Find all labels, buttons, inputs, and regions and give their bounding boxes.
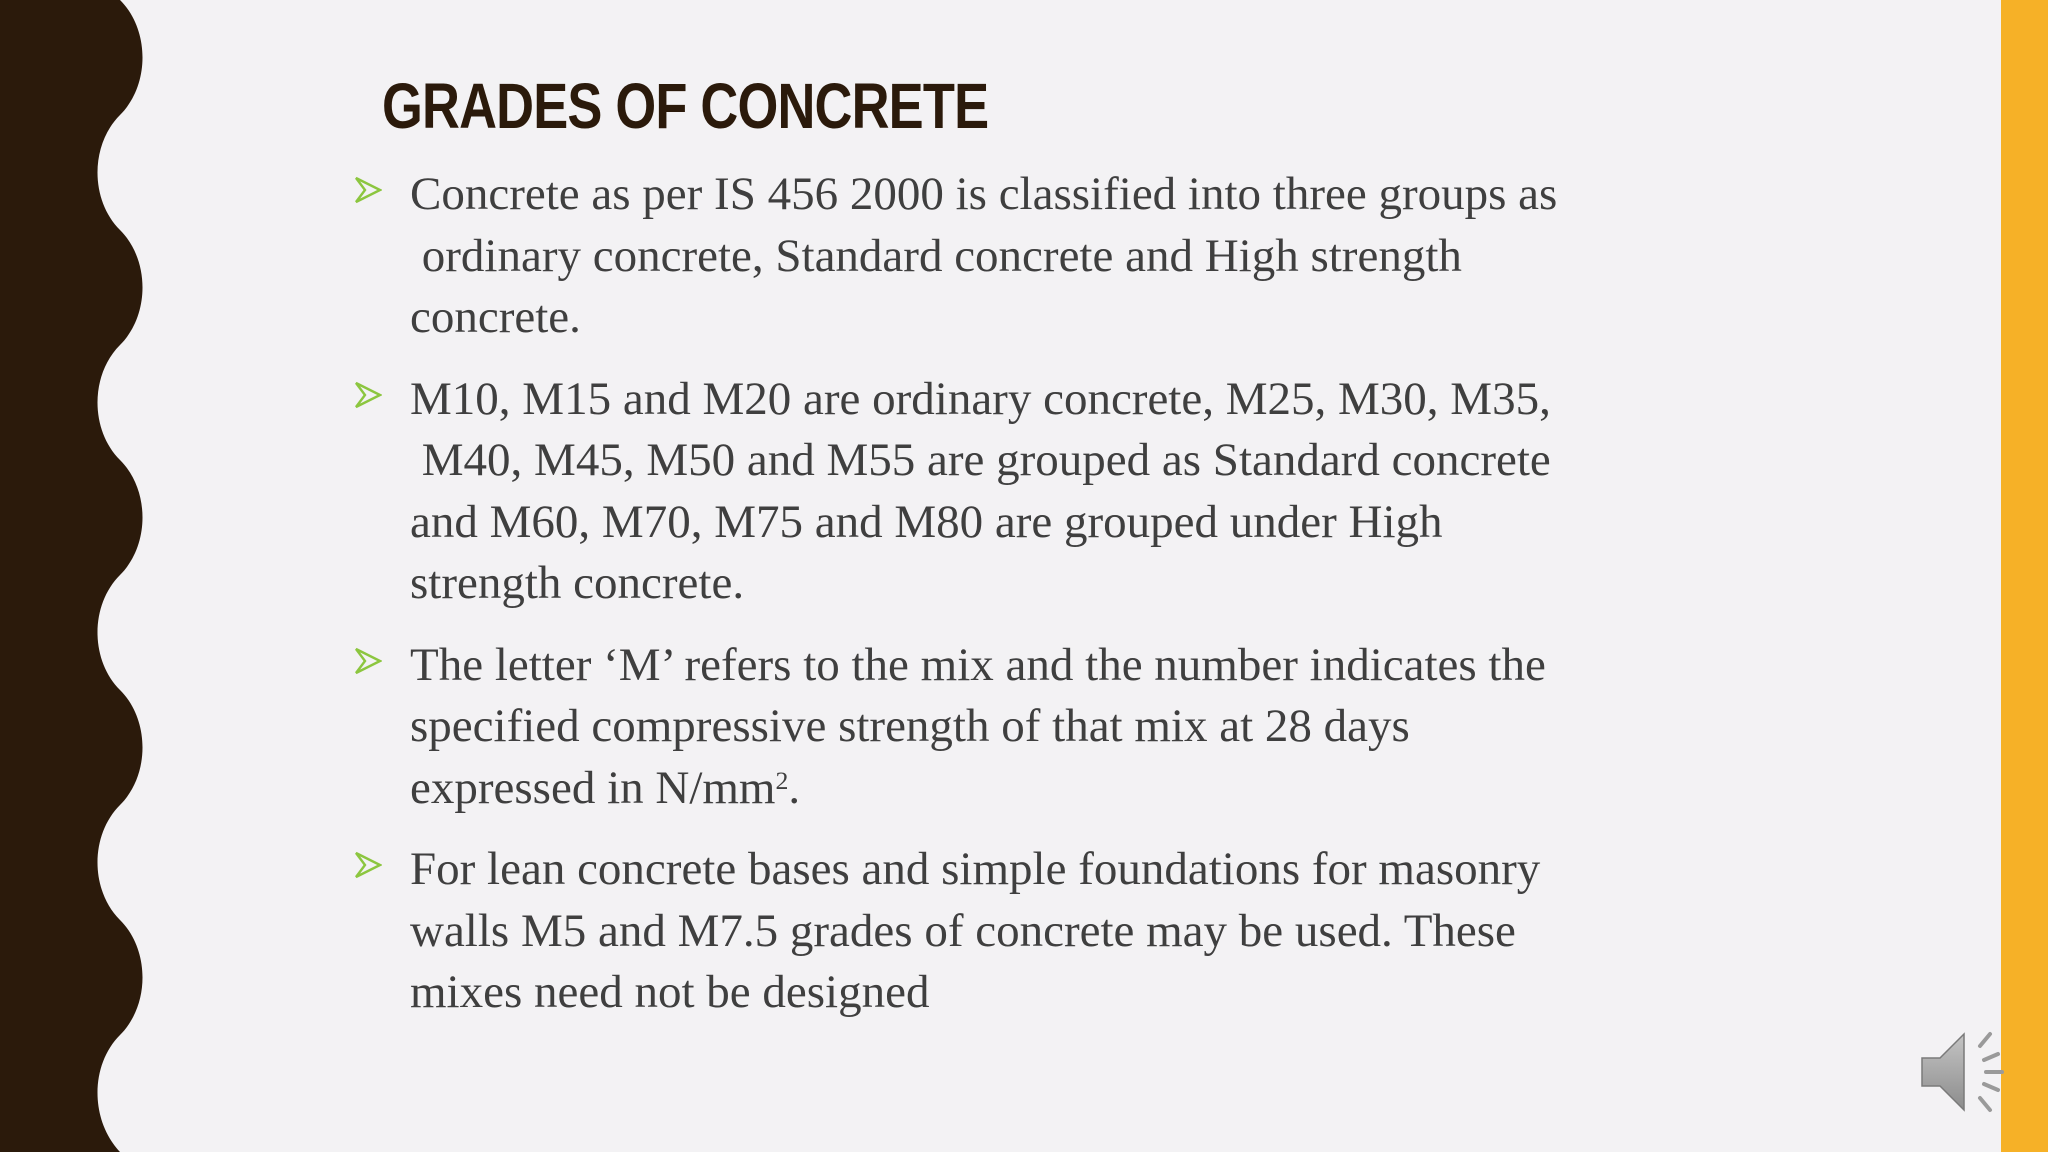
bullet-line: and M60, M70, M75 and M80 are grouped under High: [410, 495, 1443, 548]
bullet-line: M40, M45, M50 and M55 are grouped as Standard concrete: [410, 434, 1551, 486]
unit-superscript: 2: [775, 765, 789, 795]
bullet-item: [350, 164, 1690, 349]
arrow-bullet-icon: [354, 380, 382, 410]
bullet-line: For lean concrete bases and simple foundations for masonry: [410, 843, 1541, 895]
bullet-line-suffix: .: [788, 761, 801, 814]
bullet-item: [350, 635, 1690, 820]
bullet-line: walls M5 and M7.5 grades of concrete may be used. These: [410, 904, 1516, 957]
bullet-item: [350, 369, 1690, 615]
bullet-text: [410, 164, 1690, 349]
speaker-icon[interactable]: [1918, 1024, 2008, 1120]
bullet-list: [350, 164, 1690, 1044]
bullet-line: ordinary concrete, Standard concrete and High strength: [410, 229, 1462, 282]
arrow-bullet-icon: [354, 850, 382, 880]
bullet-line: specified compressive strength of that mix at 28 days: [410, 700, 1410, 752]
bullet-line: Concrete as per IS 456 2000 is classified into three groups as: [410, 168, 1558, 220]
accent-bar: [2001, 0, 2048, 1152]
bullet-line: strength concrete.: [410, 557, 745, 609]
bullet-line: The letter ‘M’ refers to the mix and the number indicates the: [410, 638, 1546, 691]
bullet-line: M10, M15 and M20 are ordinary concrete, M25, M30, M35,: [410, 372, 1551, 425]
bullet-text: [410, 635, 1690, 820]
slide-title: GRADES OF CONCRETE: [382, 70, 989, 142]
wave-border: [0, 0, 160, 1152]
bullet-line: mixes need not be designed: [410, 966, 930, 1018]
bullet-text: [410, 839, 1690, 1024]
bullet-text: [410, 369, 1690, 615]
bullet-item: [350, 839, 1690, 1024]
bullet-line: concrete.: [410, 291, 581, 343]
arrow-bullet-icon: [354, 646, 382, 676]
arrow-bullet-icon: [354, 175, 382, 205]
bullet-line: expressed in N/mm: [410, 761, 776, 814]
